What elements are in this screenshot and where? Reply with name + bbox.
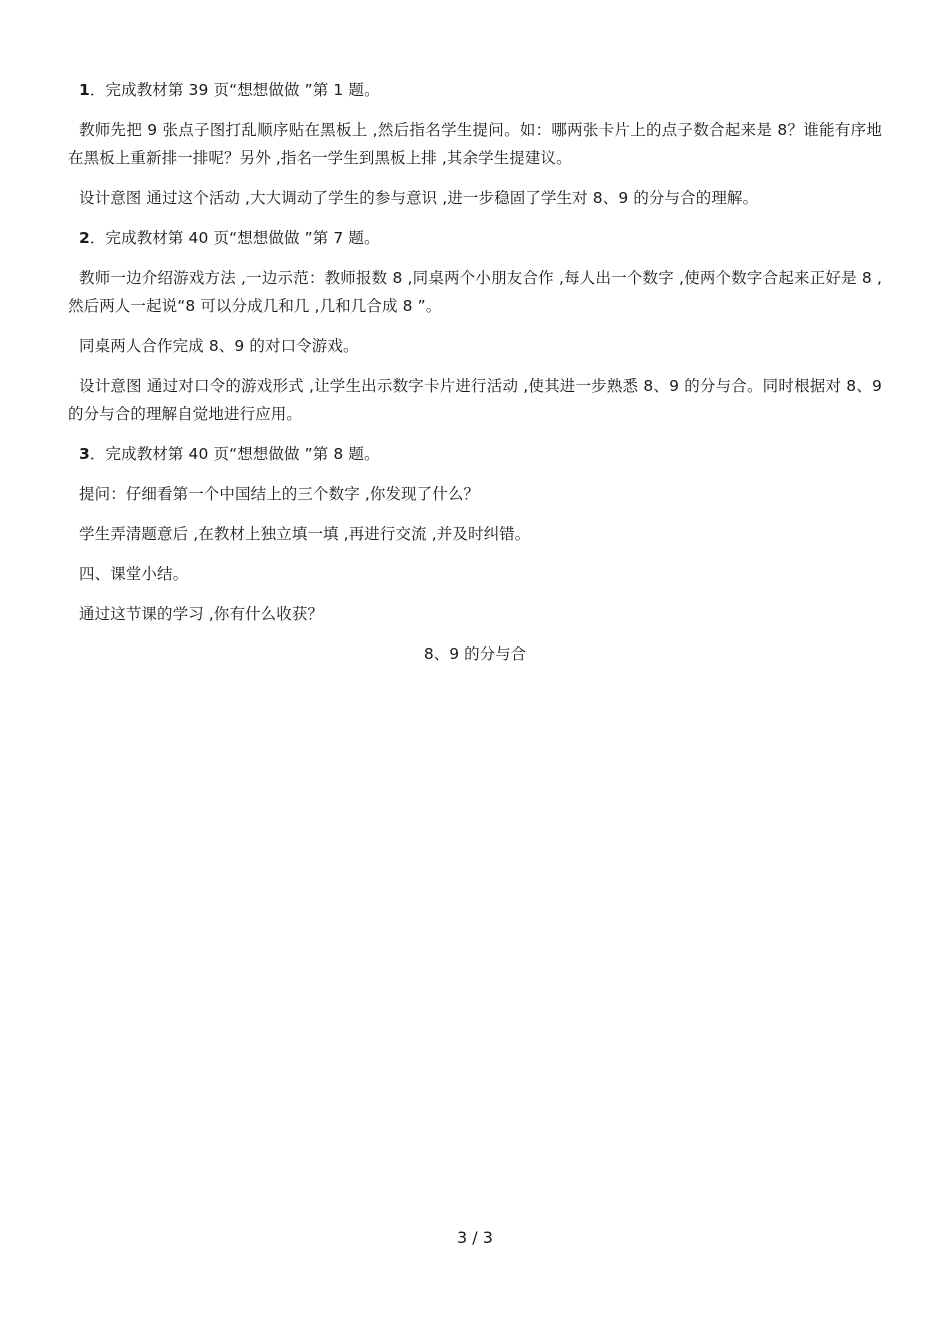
paragraph-text: 设计意图 通过这个活动 ,大大调动了学生的参与意识 ,进一步稳固了学生对 8、9 的分与合的理解。 [79, 189, 759, 207]
paragraph-text: 学生弄清题意后 ,在教材上独立填一填 ,再进行交流 ,并及时纠错。 [79, 525, 531, 543]
paragraph-5 [68, 264, 882, 320]
paragraph-2 [68, 116, 882, 172]
paragraph-6 [68, 332, 882, 360]
paragraph-4 [68, 224, 882, 252]
paragraph-8 [68, 440, 882, 468]
paragraph-11 [68, 560, 882, 588]
item-number: 2 [79, 229, 90, 247]
paragraph-text: ．完成教材第 39 页“想想做做 ”第 1 题。 [89, 81, 380, 99]
item-number: 1 [79, 81, 90, 99]
paragraph-text: 提问：仔细看第一个中国结上的三个数字 ,你发现了什么？ [79, 485, 480, 503]
paragraph-text: ．完成教材第 40 页“想想做做 ”第 8 题。 [89, 445, 380, 463]
paragraph-text: 教师先把 9 张点子图打乱顺序贴在黑板上 ,然后指名学生提问。如：哪两张卡片上的点子数合起来是 8？谁能有序地在黑板上重新排一排呢？另外 ,指名一学生到黑板上排 ,其余学生提建议。 [68, 121, 882, 167]
paragraph-9 [68, 480, 882, 508]
paragraph-text: 设计意图 通过对口令的游戏形式 ,让学生出示数字卡片进行活动 ,使其进一步熟悉 8、9 的分与合。同时根据对 8、9 的分与合的理解自觉地进行应用。 [68, 377, 882, 423]
paragraph-7 [68, 372, 882, 428]
paragraph-text: 同桌两人合作完成 8、9 的对口令游戏。 [79, 337, 359, 355]
paragraph-text: 四、课堂小结。 [79, 565, 189, 583]
paragraph-1 [68, 76, 882, 104]
paragraph-text: 教师一边介绍游戏方法 ,一边示范：教师报数 8 ,同桌两个小朋友合作 ,每人出一个数字 ,使两个数字合起来正好是 8 ,然后两人一起说“8 可以分成几和几 ,几和几合成 8 ”。 [68, 269, 882, 315]
page-number: 3 / 3 [457, 1228, 493, 1247]
document-body [68, 76, 882, 668]
paragraph-3 [68, 184, 882, 212]
paragraph-text: ．完成教材第 40 页“想想做做 ”第 7 题。 [89, 229, 380, 247]
paragraph-12 [68, 600, 882, 628]
paragraph-10 [68, 520, 882, 548]
board-title: 8、9 的分与合 [423, 645, 527, 663]
item-number: 3 [79, 445, 90, 463]
paragraph-text: 通过这节课的学习 ,你有什么收获？ [79, 605, 324, 623]
